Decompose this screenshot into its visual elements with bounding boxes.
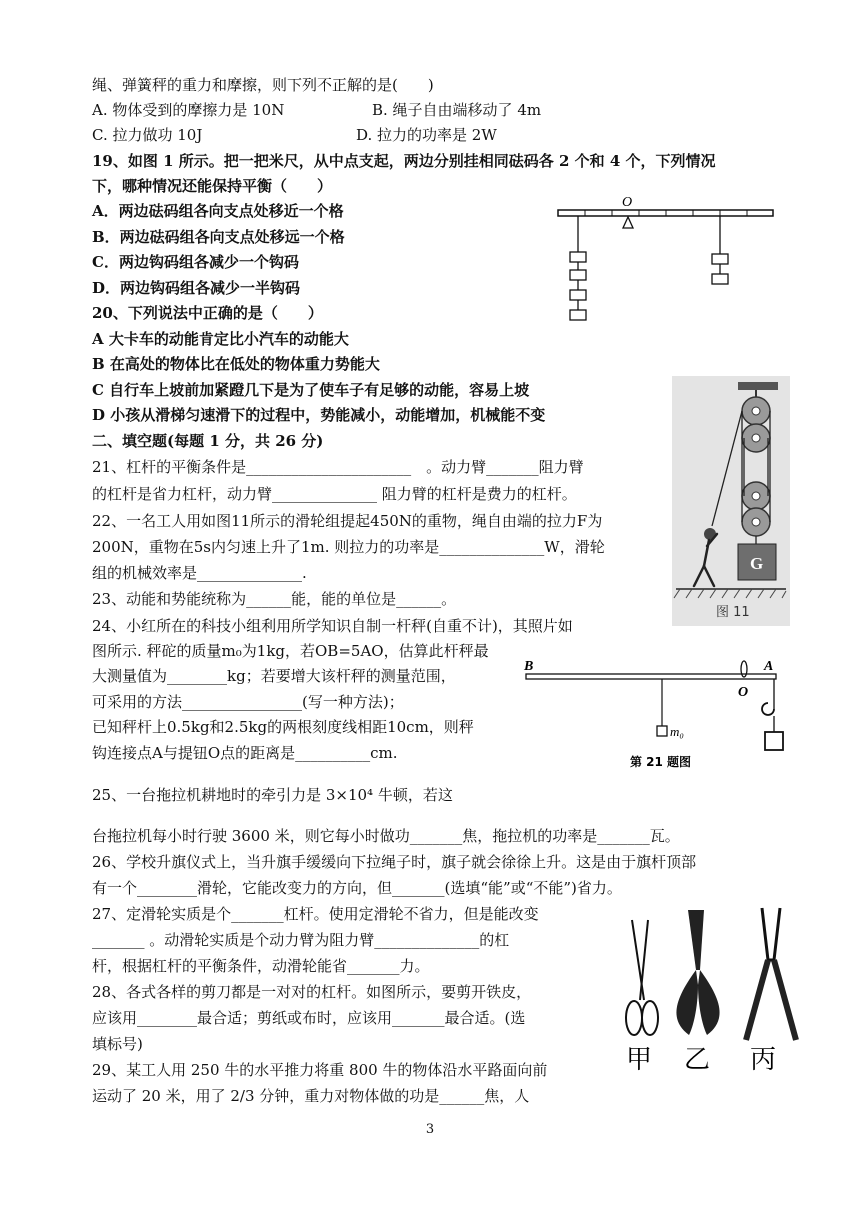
option-c: C. 拉力做功 10J <box>92 126 203 144</box>
option-c: C．两边钩码组各减少一个钩码 <box>92 253 299 271</box>
text-line: 组的机械效率是______________. <box>92 564 307 582</box>
pulley-figure <box>672 376 790 626</box>
scissors-label-jia: 甲 <box>626 1045 653 1074</box>
point-a-label: A <box>764 659 774 674</box>
scissors-figure <box>614 900 814 1080</box>
text-line: 填标号) <box>92 1035 143 1053</box>
section-heading: 二、填空题(每题 1 分，共 26 分) <box>92 432 324 450</box>
text-line: 钩连接点A与提钮O点的距离是__________cm. <box>92 744 398 762</box>
question-21: 21、杠杆的平衡条件是______________________ 。动力臂_______阻力臂 <box>92 458 584 476</box>
option-a: A. 物体受到的摩擦力是 10N <box>92 101 285 119</box>
scissors-label-yi: 乙 <box>684 1045 711 1074</box>
steelyard-figure <box>518 654 798 778</box>
text-line: 运动了 20 米，用了 2/3 分钟，重力对物体做的功是______焦，人 <box>92 1087 530 1105</box>
text-line: 台拖拉机每小时行驶 3600 米，则它每小时做功_______焦，拖拉机的功率是_______瓦。 <box>92 827 680 845</box>
option-d: D 小孩从滑梯匀速滑下的过程中，势能减小，动能增加，机械能不变 <box>92 406 546 424</box>
option-c: C 自行车上坡前加紧蹬几下是为了使车子有足够的动能，容易上坡 <box>92 381 530 399</box>
text-line: 大测量值为________kg；若要增大该杆秤的测量范围， <box>92 667 456 685</box>
option-b: B．两边砝码组各向支点处移远一个格 <box>92 228 345 246</box>
mass-label: m₀ <box>670 724 684 739</box>
question-25: 25、一台拖拉机耕地时的牵引力是 3×10⁴ 牛顿，若这 <box>92 786 453 804</box>
text-line: 绳、弹簧秤的重力和摩擦，则下列不正解的是( ) <box>92 76 434 94</box>
text-line: 已知秤杆上0.5kg和2.5kg的两根刻度线相距10cm，则秤 <box>92 718 474 736</box>
option-d: D．两边钩码组各减少一半钩码 <box>92 279 301 297</box>
option-a: A．两边砝码组各向支点处移近一个格 <box>92 202 344 220</box>
weight-label: G <box>750 554 764 573</box>
page-number: 3 <box>425 1122 435 1137</box>
pivot-label: O <box>622 195 633 210</box>
figure-caption: 图 11 <box>716 605 750 620</box>
text-line: 图所示. 秤砣的质量m₀为1kg，若OB=5AO，估算此杆秤最 <box>92 642 489 660</box>
question-26: 26、学校升旗仪式上，当升旗手缓缓向下拉绳子时，旗子就会徐徐上升。这是由于旗杆顶部 <box>92 853 697 871</box>
option-b: B. 绳子自由端移动了 4m <box>372 101 542 119</box>
text-line: _______ 。动滑轮实质是个动力臂为阻力臂______________的杠 <box>92 931 510 949</box>
question-20: 20、下列说法中正确的是（ ） <box>92 304 323 322</box>
option-a: A 大卡车的动能肯定比小汽车的动能大 <box>92 330 349 348</box>
text-line: 有一个________滑轮，它能改变力的方向，但_______(选填“能”或“不能”)省力。 <box>92 879 622 897</box>
question-22: 22、一名工人用如图11所示的滑轮组提起450N的重物，绳自由端的拉力F为 <box>92 512 603 530</box>
option-b: B 在高处的物体比在低处的物体重力势能大 <box>92 355 380 373</box>
scissors-label-bing: 丙 <box>750 1045 777 1074</box>
point-b-label: B <box>524 659 534 674</box>
figure-caption: 第 21 题图 <box>630 755 692 769</box>
option-d: D. 拉力的功率是 2W <box>356 126 497 144</box>
lever-figure <box>548 190 778 340</box>
text-line: 可采用的方法________________(写一种方法)； <box>92 693 404 711</box>
text-line: 的杠杆是省力杠杆，动力臂______________ 阻力臂的杠杆是费力的杠杆。 <box>92 485 577 503</box>
text-line: 杆，根据杠杆的平衡条件，动滑轮能省_______力。 <box>92 957 430 975</box>
text-line: 应该用________最合适；剪纸或布时，应该用_______最合适。(选 <box>92 1009 526 1027</box>
text-line: 200N，重物在5s内匀速上升了1m. 则拉力的功率是______________W，滑轮 <box>92 538 605 556</box>
text-line: 下，哪种情况还能保持平衡（ ） <box>92 177 333 195</box>
question-24: 24、小红所在的科技小组利用所学知识自制一杆秤(自重不计)，其照片如 <box>92 617 573 635</box>
point-o-label: O <box>738 685 749 700</box>
question-29: 29、某工人用 250 牛的水平推力将重 800 牛的物体沿水平路面向前 <box>92 1061 548 1079</box>
question-28: 28、各式各样的剪刀都是一对对的杠杆。如图所示，要剪开铁皮， <box>92 983 532 1001</box>
question-19: 19、如图 1 所示。把一把米尺，从中点支起，两边分别挂相同砝码各 2 个和 4 个，下列情况 <box>92 152 716 170</box>
question-23: 23、动能和势能统称为______能，能的单位是______。 <box>92 590 457 608</box>
question-27: 27、定滑轮实质是个_______杠杆。使用定滑轮不省力，但是能改变 <box>92 905 539 923</box>
